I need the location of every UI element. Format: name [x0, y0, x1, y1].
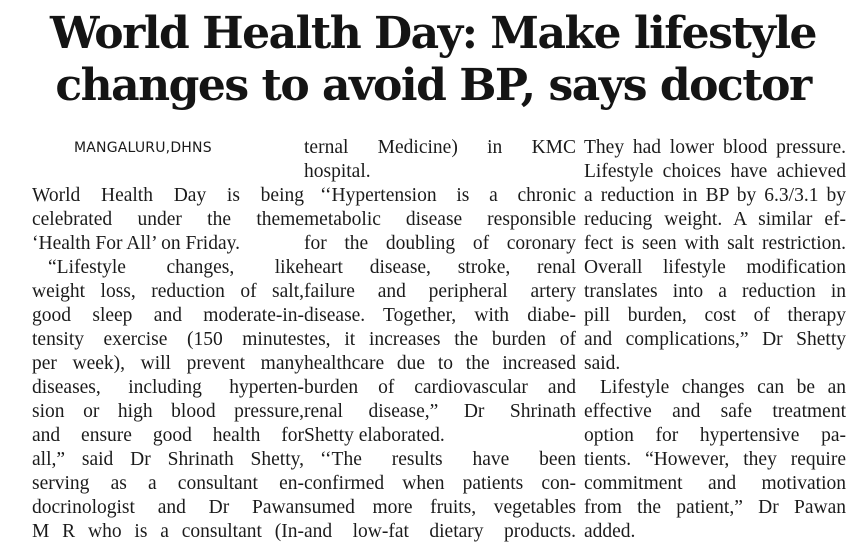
body-line: added. — [584, 521, 636, 542]
body-line: all,” said Dr Shrinath Shetty, — [32, 449, 304, 470]
body-line: reducing weight. A similar ef- — [584, 209, 846, 230]
headline-line-1: World Health Day: Make lifestyle — [49, 8, 817, 59]
body-line: tensity exercise (150 minutes — [32, 329, 304, 350]
body-line: for the doubling of coronary — [304, 233, 576, 254]
body-line: and ensure good health for — [32, 425, 304, 446]
dateline: MANGALURU,DHNS — [74, 140, 212, 156]
body-line: “Lifestyle changes, like — [48, 257, 304, 278]
body-line: option for hypertensive pa- — [584, 425, 846, 446]
body-line: Shetty elaborated. — [304, 425, 445, 446]
body-line: disease. Together, with diabe- — [304, 305, 576, 326]
body-line: World Health Day is being — [32, 185, 304, 206]
body-line: sumed more fruits, vegetables — [304, 497, 576, 518]
article-column-1 — [32, 136, 304, 544]
body-line: renal disease,” Dr Shrinath — [304, 401, 576, 422]
body-line: burden of cardiovascular and — [304, 377, 576, 398]
body-line: and low-fat dietary products. — [304, 521, 576, 542]
body-line: healthcare due to the increased — [304, 353, 576, 374]
body-line: said. — [584, 353, 621, 374]
body-line: Lifestyle changes can be an — [600, 377, 846, 398]
body-line: ‘‘Hypertension is a chronic — [320, 185, 576, 206]
body-line: serving as a consultant en- — [32, 473, 304, 494]
body-line: failure and peripheral artery — [304, 281, 576, 302]
body-line: effective and safe treatment — [584, 401, 846, 422]
body-line: Overall lifestyle modification — [584, 257, 846, 278]
body-line: celebrated under the theme — [32, 209, 304, 230]
body-line: metabolic disease responsible — [304, 209, 576, 230]
article-column-3 — [584, 136, 846, 544]
body-line: docrinologist and Dr Pawan — [32, 497, 304, 518]
headline-line-2: changes to avoid BP, says doctor — [55, 60, 811, 111]
article-column-2 — [304, 136, 576, 544]
body-line: a reduction in BP by 6.3/3.1 by — [584, 185, 846, 206]
body-line: per week), will prevent many — [32, 353, 304, 374]
body-line: ‘Health For All’ on Friday. — [32, 233, 240, 254]
body-line: good sleep and moderate-in- — [32, 305, 304, 326]
body-line: pill burden, cost of therapy — [584, 305, 846, 326]
body-line: ‘‘The results have been — [320, 449, 576, 470]
body-line: confirmed when patients con- — [304, 473, 576, 494]
body-line: sion or high blood pressure, — [32, 401, 304, 422]
body-line: hospital. — [304, 161, 371, 182]
body-line: ternal Medicine) in KMC — [304, 137, 576, 158]
body-line: They had lower blood pressure. — [584, 137, 846, 158]
body-line: and complications,” Dr Shetty — [584, 329, 846, 350]
headline — [0, 8, 866, 112]
body-line: heart disease, stroke, renal — [304, 257, 576, 278]
body-line: weight loss, reduction of salt, — [32, 281, 304, 302]
body-line: Lifestyle choices have achieved — [584, 161, 846, 182]
body-line: commitment and motivation — [584, 473, 846, 494]
body-line: from the patient,” Dr Pawan — [584, 497, 846, 518]
body-line: fect is seen with salt restriction. — [584, 233, 846, 254]
body-line: tients. “However, they require — [584, 449, 846, 470]
body-line: M R who is a consultant (In- — [32, 521, 304, 542]
body-line: diseases, including hyperten- — [32, 377, 304, 398]
body-line: translates into a reduction in — [584, 281, 846, 302]
body-line: tes, it increases the burden of — [304, 329, 576, 350]
